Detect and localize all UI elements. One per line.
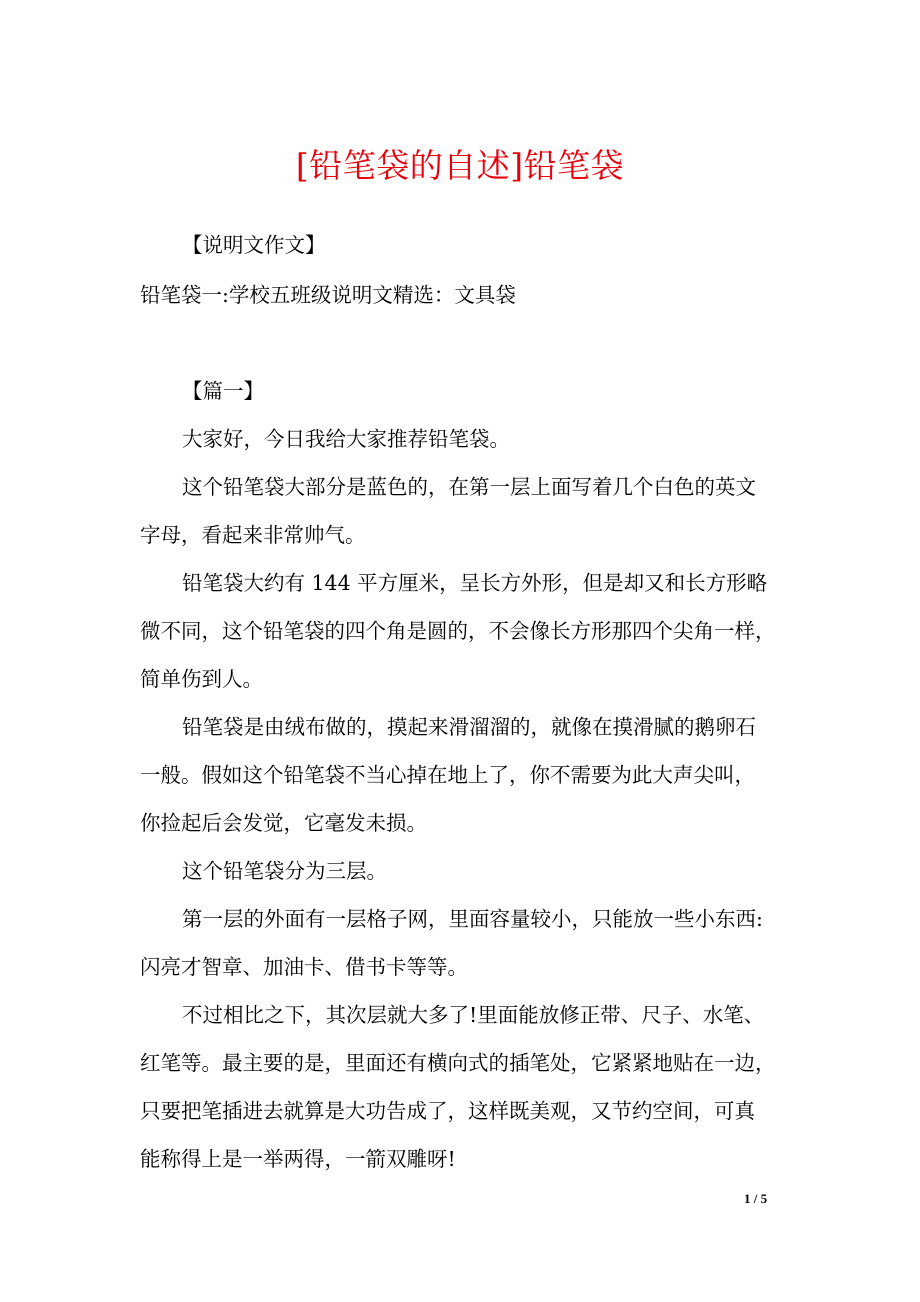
paragraph-line: 简单伤到人。 bbox=[140, 667, 263, 691]
paragraph-line: 字母，看起来非常帅气。 bbox=[140, 523, 366, 547]
paragraph-line: 不过相比之下，其次层就大多了!里面能放修正带、尺子、水笔、 bbox=[182, 1003, 765, 1027]
paragraph-line: 铅笔袋大约有 144 平方厘米，呈长方外形，但是却又和长方形略 bbox=[182, 571, 768, 595]
paragraph-line: 你捡起后会发觉，它毫发未损。 bbox=[140, 811, 427, 835]
paragraph-line: 第一层的外面有一层格子网，里面容量较小，只能放一些小东西: bbox=[182, 907, 763, 931]
paragraph-line: 大家好，今日我给大家推荐铅笔袋。 bbox=[182, 427, 510, 451]
paragraph-line: 微不同，这个铅笔袋的四个角是圆的，不会像长方形那四个尖角一样， bbox=[140, 619, 776, 643]
paragraph-line: 红笔等。最主要的是，里面还有横向式的插笔处，它紧紧地贴在一边， bbox=[140, 1051, 776, 1075]
paragraph-line: 这个铅笔袋大部分是蓝色的，在第一层上面写着几个白色的英文 bbox=[182, 475, 756, 499]
category-label: 【说明文作文】 bbox=[182, 233, 326, 257]
paragraph-line: 这个铅笔袋分为三层。 bbox=[182, 859, 387, 883]
document-title: [铅笔袋的自述]铅笔袋 bbox=[295, 146, 625, 185]
subtitle: 铅笔袋一:学校五班级说明文精选：文具袋 bbox=[140, 283, 516, 307]
section-heading: 【篇一】 bbox=[182, 379, 264, 403]
paragraph-line: 能称得上是一举两得，一箭双雕呀! bbox=[140, 1147, 456, 1171]
paragraph-line: 铅笔袋是由绒布做的，摸起来滑溜溜的，就像在摸滑腻的鹅卵石 bbox=[182, 715, 756, 739]
paragraph-line: 闪亮才智章、加油卡、借书卡等等。 bbox=[140, 955, 468, 979]
paragraph-line: 一般。假如这个铅笔袋不当心掉在地上了，你不需要为此大声尖叫， bbox=[140, 763, 755, 787]
paragraph-line: 只要把笔插进去就算是大功告成了，这样既美观，又节约空间，可真 bbox=[140, 1099, 755, 1123]
page-number: 1 / 5 bbox=[744, 1191, 768, 1206]
